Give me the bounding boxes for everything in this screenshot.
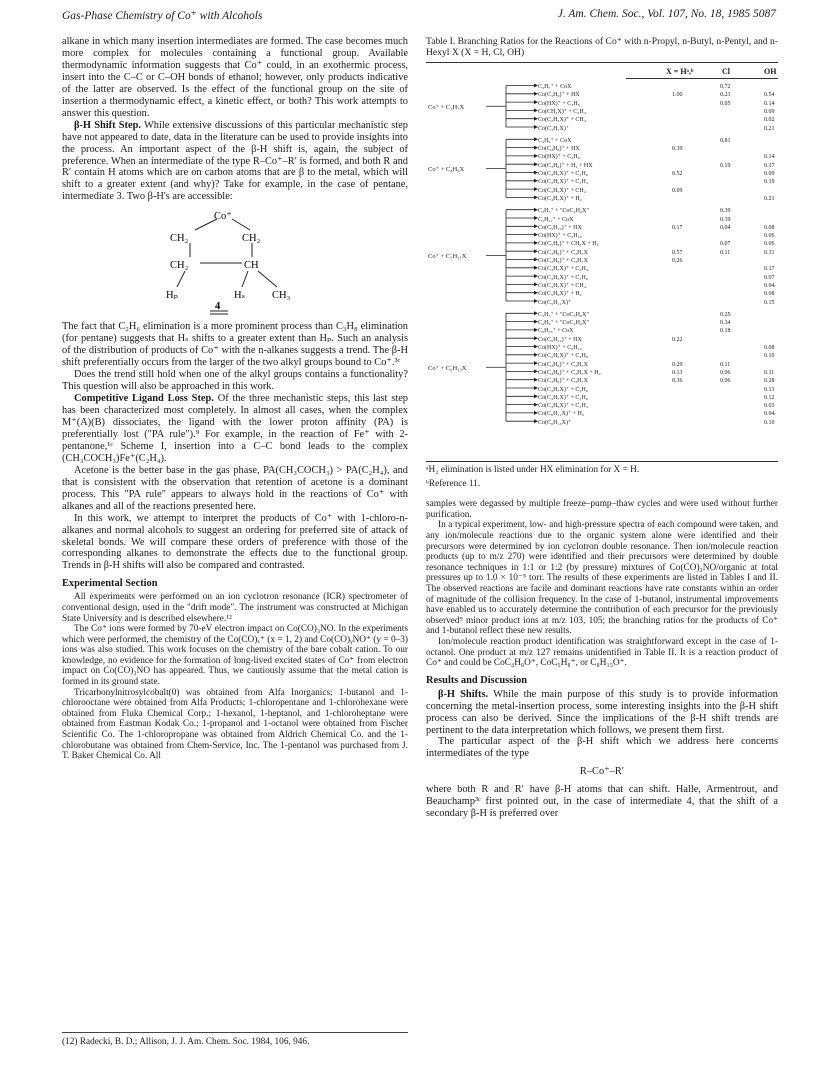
product-cell: Co(C₅H₉X)⁺ + H₂ — [538, 291, 582, 298]
value-oh-cell: 0.19 — [764, 179, 775, 186]
paragraph-text: Of the three mechanistic steps, this last step has been characterized most completely. In almost all cases, when the complex M⁺(A)(B) dissociates, the ligand with the lower proton affinity (PA) is preferentially lost ("PA rule").⁹ For example, in the reaction of Fe⁺ with 2-pentanone,¹ᶜ Scheme I, insertion into a C–C bond leads to the complex (CH₃COCH₃)Fe⁺(C₂H₄). — [62, 393, 408, 464]
product-cell: C₃H₇⁺ + "CoC₂H₄X" — [538, 208, 589, 215]
value-cl-cell: 0.39 — [720, 208, 731, 215]
value-oh-cell: 0.04 — [764, 411, 775, 418]
paragraph: where both R and R′ have β-H atoms that can shift. Halle, Armentrout, and Beauchamp³ᶜ first pointed out, in the case of intermediate 4, that the shift of a secondary β-H is preferred over — [426, 784, 778, 820]
section-heading: Experimental Section — [62, 578, 158, 590]
value-oh-cell: 0.21 — [764, 125, 775, 132]
run-in-heading: β-H Shifts. — [438, 688, 489, 700]
value-cl-cell: 0.39 — [720, 216, 731, 223]
product-cell: Co(HX)⁺ + C₄H₈ — [538, 154, 580, 161]
paragraph-text: While the main purpose of this study is to provide information concerning the metal-insertion process, some interesting insights into the β-H shift process can also be derived. Since the implications of the β-H shift trends are pertinent to the data interpretation which follows, we present them first. — [426, 688, 778, 736]
table-caption: Table I. Branching Ratios for the Reactions of Co⁺ with n-Propyl, n-Butyl, n-Pentyl, and n-Hexyl X (X = H, Cl, OH) — [426, 36, 778, 58]
product-cell: Co(HX)⁺ + C₃H₆ — [538, 100, 580, 107]
value-cl-cell: 0.06 — [720, 378, 731, 385]
value-cl-cell: 0.81 — [720, 137, 731, 144]
product-cell: Co(C₂H₅X)⁺ + C₄H₈ — [538, 353, 588, 360]
value-h-cell: 0.57 — [672, 249, 683, 256]
reactant-label: Co⁺ + C₄H₉X — [428, 166, 465, 174]
footnote: (12) Radecki, B. D.; Allison, J. J. Am. Chem. Soc. 1984, 106, 946. — [62, 1032, 408, 1047]
product-cell: C₄H₉⁺ + "CoC₂H₄X" — [538, 320, 589, 327]
product-cell: C₃H₇⁺ + "CoC₃H₆X" — [538, 311, 589, 318]
value-h-cell: 0.52 — [672, 171, 683, 177]
value-oh-cell: 0.10 — [764, 353, 775, 360]
reactant-label: Co⁺ + C₅H₁₁X — [428, 253, 467, 261]
product-cell: Co(C₄H₈)⁺ + C₂H₅X — [538, 361, 588, 368]
table-note: ᵇReference 11. — [426, 478, 481, 489]
value-h-cell: 1.00 — [672, 92, 683, 99]
value-h-cell: 0.29 — [672, 361, 683, 368]
paragraph: samples were degassed by multiple freeze–pump–thaw cycles and were used without further purification. — [426, 499, 778, 520]
product-cell: C₃H₇⁺ + CoX — [538, 84, 572, 90]
value-h-cell: 0.13 — [672, 369, 683, 376]
value-oh-cell: 0.10 — [764, 419, 775, 426]
ch2-label: CH₂ — [170, 233, 189, 245]
value-cl-cell: 0.05 — [720, 100, 731, 107]
value-cl-cell: 0.25 — [720, 311, 731, 318]
product-cell: Co(C₄H₆)⁺ + H₂ + HX — [538, 162, 593, 169]
run-in-heading: Competitive Ligand Loss Step. — [74, 393, 214, 405]
value-oh-cell: 0.06 — [764, 233, 775, 240]
paragraph: Tricarbonylnitrosylcobalt(0) was obtained from Alfa Inorganics; 1-butanol and 1-chlorooctane were obtained from Alfa Products; 1-chloropentane and 1-chlorohexane were obtained from Fluka Chemical Corp.; 1-hexanol, 1-heptanol, and 1-chloroheptane were obtained from Eastman Kodak Co.; 1-propanol and 1-octanol were obtained from Fischer Scientific Co. The 1-chloropropane was obtained from Aldrich Chemical Co. and the 1-chlorobutane was obtained from Chem-Service, Inc. The 1-pentanol was purchased from J. T. Baker Chemical Co. All — [62, 687, 408, 762]
product-cell: Co(C₆H₁₁X)⁺ + H₂ — [538, 411, 584, 418]
paragraph: Ion/molecule reaction product identification was straightforward except in the case of 1-octanol. One product at m/z 127 remains unidentified in Table II. It is a reaction product of Co⁺ and could be CoC₄H₈O⁺, CoC₅H₈⁺, or C₈H₁₅O⁺. — [426, 636, 778, 669]
value-cl-cell: 0.06 — [720, 369, 731, 376]
value-h-cell: 0.39 — [672, 146, 683, 153]
ch2-label: CH₂ — [242, 233, 261, 245]
header-right: J. Am. Chem. Soc., Vol. 107, No. 18, 1985 5087 — [557, 8, 776, 20]
reactant-label: Co⁺ + C₃H₇X — [428, 104, 465, 112]
paragraph — [426, 689, 778, 737]
product-cell: Co(CH₂X)⁺ + C₂H₄ — [538, 108, 586, 115]
value-oh-cell: 0.13 — [764, 386, 775, 393]
running-header — [62, 8, 776, 26]
product-cell: Co(C₄H₆)⁺ + C₂H₅X + H₂ — [538, 369, 601, 376]
paragraph: The particular aspect of the β-H shift which we address here concerns intermediates of the type — [426, 736, 778, 760]
product-cell: Co(C₅H₁₀)⁺ + HX — [538, 224, 582, 231]
product-cell: Co(C₅H₁₁X)⁺ — [538, 299, 572, 306]
paragraph — [62, 393, 408, 465]
value-oh-cell: 0.06 — [764, 241, 775, 248]
value-oh-cell: 0.03 — [764, 403, 775, 410]
value-oh-cell: 0.09 — [764, 108, 775, 115]
value-oh-cell: 0.31 — [764, 249, 775, 256]
value-oh-cell: 0.02 — [764, 117, 775, 124]
paragraph: The fact that C₂H₆ elimination is a more prominent process than C₃H₈ elimination (for pentane) suggests that Hₛ shifts to a greater extent than Hₚ. Such an analysis of the distribution of products of Co⁺ with the n-alkanes suggests a trend. The β-H shift preferentially occurs from the larger of the two alkyl groups bound to Co⁺.³ᶜ — [62, 321, 408, 369]
value-h-cell: 0.09 — [672, 187, 683, 194]
value-h-cell: 0.36 — [672, 378, 683, 385]
column-header: OH — [764, 67, 777, 76]
product-cell: Co(C₃H₆)⁺ + C₃H₇X — [538, 378, 588, 385]
value-oh-cell: 0.14 — [764, 100, 775, 107]
formula: R–Co⁺–R′ — [579, 766, 625, 778]
value-cl-cell: 0.04 — [720, 224, 731, 231]
paragraph: Does the trend still hold when one of the alkyl groups contains a functionality? This question will also be approached in this work. — [62, 369, 408, 393]
product-cell: Co(C₂H₄)⁺ + C₃H₇X — [538, 258, 588, 264]
value-h-cell: 0.17 — [672, 224, 683, 231]
paragraph: In a typical experiment, low- and high-pressure spectra of each compound were taken, and any ion/molecule reactions due to the organic system alone were identified and their precursors were determined by ion cyclotron double resonance. Then ion/molecule reaction products (up to m/z 270) were identified and their precursors were determined by double resonance techniques in 1:1 or 1:2 (by pressure) mixtures of Co(CO)₃NO/organic at total pressures up to 1.0 × 10⁻⁵ torr. The results of these experiments are listed in Tables I and II. The observed reactions are facile and dominant reactions have rate constants within an order of magnitude of the collision frequency. In the case of 1-butanol, instrumental improvements have enabled us to accurately determine the contribution of each precursor for the previously observed⁹ minor product ions at m/z 103, 105; the branching ratios for the products of Co⁺ and 1-butanol reflect these new results. — [426, 520, 778, 637]
ch2-label: CH₂ — [170, 260, 189, 272]
paragraph: The Co⁺ ions were formed by 70-eV electron impact on Co(CO)₃NO. In the experiments which were performed, the chemistry of the Co(CO)ₓ⁺ (x = 1, 2) and Co(CO)ᵧNO⁺ (y = 0–3) ions was also studied. This work focuses on the chemistry of the bare cobalt cation. To our knowledge, no evidence for the formation of long-lived excited states of Co⁺ from electron impact on Co(CO)₃NO has appeared. Thus, we cautiously assume that the metal cation is formed in its ground state. — [62, 624, 408, 688]
value-oh-cell: 0.15 — [764, 299, 775, 306]
value-oh-cell: 0.12 — [764, 394, 775, 401]
ch3-label: CH₃ — [272, 290, 291, 302]
product-cell: Co(C₂H₃X)⁺ + C₂H₆ — [538, 171, 588, 177]
value-oh-cell: 0.08 — [764, 224, 775, 231]
section-heading: Results and Discussion — [426, 674, 528, 686]
value-oh-cell: 0.08 — [764, 291, 775, 298]
value-oh-cell: 0.11 — [764, 369, 775, 376]
header-left: Gas-Phase Chemistry of Co⁺ with Alcohols — [62, 10, 263, 22]
structure-4 — [62, 205, 408, 317]
value-cl-cell: 0.18 — [720, 328, 731, 335]
value-oh-cell: 0.54 — [764, 92, 775, 99]
value-oh-cell: 0.28 — [764, 378, 775, 385]
product-cell: Co(C₄H₇X)⁺ + H₂ — [538, 195, 582, 202]
value-oh-cell: 0.17 — [764, 266, 775, 273]
reaction-arrows — [426, 63, 778, 461]
paragraph: In this work, we attempt to interpret the products of Co⁺ with 1-chloro-n-alkanes and normal alcohols to suggest an ordering for preferred site of attack of skeletal bonds. We will compare these orders of preference with those of the corresponding alkanes to demonstrate the effects due to the functional group. Trends in β-H shifts will also be compared and contrasted. — [62, 512, 408, 572]
paragraph: alkane in which many insertion intermediates are formed. The case becomes much more complex for molecules containing a functional group. Available thermodynamic information suggests that Co⁺ could, in an exothermic process, insert into the C–C or C–OH bonds of ethanol; however, only products indicative of the latter are observed. Is the effect of the functional group on the site of insertion a thermodynamic effect, a kinetic effect, or both? This work attempts to answer this question. — [62, 36, 408, 119]
product-cell: Co(HX)⁺ + C₅H₁₀ — [538, 233, 582, 240]
value-h-cell: 0.26 — [672, 258, 683, 264]
product-cell: Co(C₄H₇X)⁺ + CH₄ — [538, 282, 586, 289]
compound-number: 4 — [215, 301, 221, 313]
value-oh-cell: 0.37 — [764, 162, 775, 169]
ch-label: CH — [244, 260, 259, 272]
hs-label: Hₛ — [234, 290, 246, 302]
paragraph-text: While extensive discussions of this particular mechanistic step have not appeared to date, data in the literature can be used to provide insights into the process. An important aspect of the β-H shift is, again, the subject of preference. When an intermediate of the type R–Co⁺–R′ is formed, and both R and R′ contain H atoms which are on carbon atoms that are β to the metal, which will shift to a greater extent (and why)? Take for example, in the case of pentane, intermediate 3. Two β-H's are accessible: — [62, 119, 408, 203]
paragraph: All experiments were performed on an ion cyclotron resonance (ICR) spectrometer of conventional design, used in the "drift mode". The instrument was constructed at Michigan State University and is described elsewhere.¹² — [62, 592, 408, 624]
paragraph: Acetone is the better base in the gas phase, PA(CH₃COCH₃) > PA(C₂H₄), and that is consistent with the observation that retention of acetone is a dominant process. This "PA rule" appears to always hold in the reactions of Co⁺ with alkanes and all of the reactions presented here. — [62, 464, 408, 512]
value-cl-cell: 0.23 — [720, 92, 731, 99]
value-cl-cell: 0.11 — [720, 361, 731, 368]
right-column — [426, 36, 778, 820]
value-oh-cell: 0.08 — [764, 345, 775, 351]
value-oh-cell: 0.14 — [764, 154, 775, 161]
table-note: ᵃH₂ elimination is listed under HX elimination for X = H. — [426, 465, 640, 475]
left-column — [62, 36, 408, 762]
product-cell: C₄H₉⁺ + CoX — [538, 137, 572, 144]
value-cl-cell: 0.07 — [720, 241, 731, 248]
value-cl-cell: 0.11 — [720, 249, 731, 256]
product-cell: Co(C₃H₇X)⁺ — [538, 125, 570, 132]
co-label: Co⁺ — [214, 211, 232, 223]
product-cell: Co(C₅H₈)⁺ + CH₃X + H₂ — [538, 241, 599, 248]
product-cell: Co(C₃H₆)⁺ + C₂H₅X — [538, 249, 588, 256]
value-h-cell: 0.22 — [672, 336, 683, 343]
value-cl-cell: 0.72 — [720, 84, 731, 90]
structure-diagram — [62, 205, 408, 317]
paragraph — [62, 120, 408, 204]
value-oh-cell: 0.21 — [764, 195, 775, 202]
value-oh-cell: 0.04 — [764, 282, 775, 289]
column-header: X = Hᵃ,ᵇ — [666, 67, 694, 76]
value-cl-cell: 0.34 — [720, 320, 731, 327]
product-cell: Co(C₂H₃X)⁺ + CH₄ — [538, 117, 586, 124]
product-cell: Co(C₃H₅X)⁺ + C₂H₆ — [538, 274, 588, 281]
product-cell: Co(C₄H₉X)⁺ + C₂H₄ — [538, 403, 588, 410]
product-cell: Co(C₆H₁₂)⁺ + HX — [538, 336, 582, 343]
column-header: Cl — [722, 67, 730, 76]
run-in-heading: β-H Shift Step. — [74, 119, 141, 131]
product-cell: C₆H₁₃⁺ + CoX — [538, 328, 574, 335]
product-cell: Co(C₃H₇X)⁺ + C₂H₄ — [538, 266, 588, 273]
product-cell: Co(C₂H₅X)⁺ + C₂H₄ — [538, 179, 588, 186]
product-cell: Co(C₆H₁₃X)⁺ — [538, 419, 572, 426]
product-cell: Co(HX)⁺ + C₆H₁₂ — [538, 345, 582, 351]
branching-ratio-table — [426, 62, 778, 462]
product-cell: Co(C₃H₇X)⁺ + C₃H₆ — [538, 386, 588, 393]
reactant-label: Co⁺ + C₆H₁₃X — [428, 365, 467, 373]
value-oh-cell: 0.09 — [764, 171, 775, 177]
product-cell: Co(C₃H₅X)⁺ + CH₄ — [538, 187, 586, 194]
hp-label: Hₚ — [166, 290, 178, 302]
product-cell: Co(C₄H₇X)⁺ + C₂H₆ — [538, 394, 588, 401]
value-cl-cell: 0.19 — [720, 162, 731, 169]
product-cell: Co(C₄H₈)⁺ + HX — [538, 146, 580, 153]
product-cell: C₅H₁₁⁺ + CoX — [538, 216, 574, 223]
value-oh-cell: 0.07 — [764, 274, 775, 281]
product-cell: Co(C₃H₆)⁺ + HX — [538, 92, 580, 99]
